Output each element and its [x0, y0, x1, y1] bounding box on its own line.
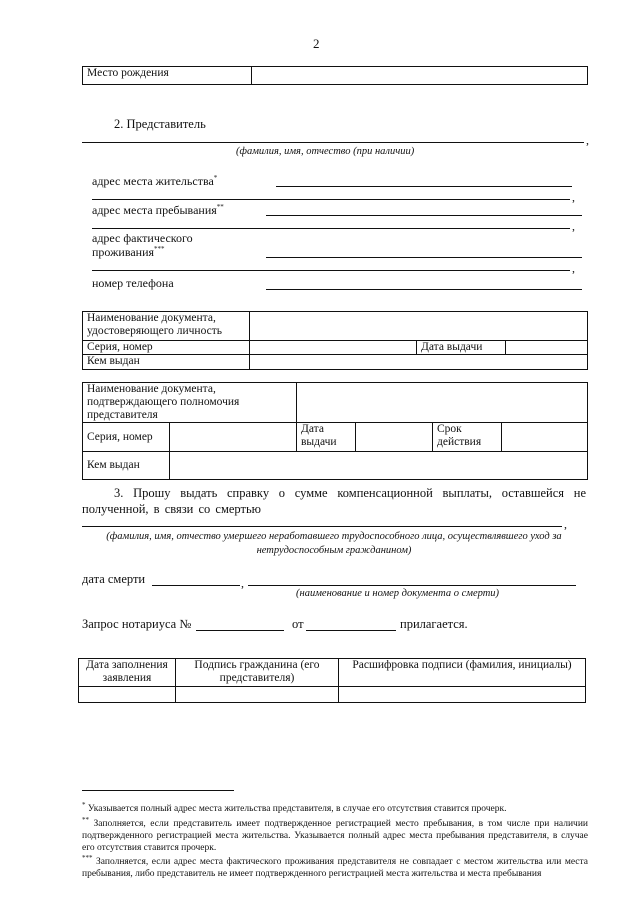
footnote-2-text: Заполняется, если представитель имеет подтвержденное регистрацией место пребывания, в том числе при наличии подтвержденного регистрацией места жительства. Указывается полный адрес места пребывания представителя, в случае его отсутствия ставится прочерк.	[82, 819, 588, 854]
fio-note: (фамилия, имя, отчество (при наличии)	[236, 146, 415, 157]
section-3-text: 3. Прошу выдать справку о сумме компенсационной выплаты, оставшейся не полученной, в связи со смертью	[82, 486, 586, 516]
fact-label-1: адрес фактического	[92, 231, 193, 245]
stay-label-text: адрес места пребывания	[92, 203, 217, 217]
signature-value[interactable]	[176, 687, 339, 703]
phone-line[interactable]	[266, 289, 582, 290]
signature-table	[78, 658, 586, 703]
section-2-title: 2. Представитель	[114, 117, 206, 131]
footnote-ref-1: *	[213, 174, 218, 182]
id-doc-name-value[interactable]	[250, 312, 588, 341]
death-doc-line[interactable]	[248, 585, 576, 586]
deceased-note: (фамилия, имя, отчество умершего неработавшего трудоспособного лица, осуществлявшего уход за нетрудоспособным гражданином)	[106, 531, 562, 556]
footnote-1-text: Указывается полный адрес места жительства представителя, в случае его отсутствия ставится прочерк.	[87, 804, 507, 815]
auth-series-value[interactable]	[170, 423, 297, 452]
comma: ,	[572, 219, 575, 233]
notary-label: Запрос нотариуса №	[82, 617, 192, 631]
auth-date-value[interactable]	[356, 423, 433, 452]
residence-label-text: адрес места жительства	[92, 174, 214, 188]
attached-text: прилагается.	[400, 617, 468, 631]
footnote-separator	[82, 790, 234, 791]
signature-decoding-header: Расшифровка подписи (фамилия, инициалы)	[339, 659, 586, 687]
auth-doc-name-value[interactable]	[297, 383, 588, 423]
footnote-ref-2: **	[216, 203, 224, 211]
footnote-2-mark: **	[82, 816, 89, 824]
footnote-3-text: Заполняется, если адрес места фактического проживания представителя не совпадает с местом жительства или места пребывания, либо представитель не имеет подтвержденного регистрацией места жительства и места пребывания	[82, 857, 588, 880]
footnote-3-mark: ***	[82, 854, 93, 862]
auth-issued-by-label: Кем выдан	[83, 452, 170, 480]
representative-name-line[interactable]	[82, 142, 584, 143]
auth-doc-name-label: Наименование документа, подтверждающего полномочия представителя	[83, 383, 297, 423]
stay-line[interactable]	[266, 215, 582, 216]
auth-series-label: Серия, номер	[83, 423, 170, 452]
comma: ,	[572, 261, 575, 275]
fact-line-2[interactable]	[92, 270, 570, 271]
birthplace-table	[82, 66, 588, 85]
stay-label	[92, 203, 224, 218]
auth-term-label: Срок действия	[433, 423, 502, 452]
death-date-line[interactable]	[152, 585, 240, 586]
from-label: от	[292, 617, 304, 631]
stay-line-2[interactable]	[92, 228, 570, 229]
id-issue-date-value[interactable]	[506, 341, 588, 355]
fact-label-2	[92, 245, 165, 260]
fact-label-text: проживания	[92, 245, 155, 259]
footnote-3	[82, 852, 588, 880]
signature-decoding-value[interactable]	[339, 687, 586, 703]
comma: ,	[241, 576, 244, 590]
comma: ,	[564, 517, 567, 531]
notary-date-line[interactable]	[306, 630, 396, 631]
authority-document-table	[82, 382, 588, 480]
comma: ,	[572, 190, 575, 204]
footnote-1-mark: *	[82, 801, 86, 809]
auth-term-value[interactable]	[502, 423, 588, 452]
auth-date-label: Дата выдачи	[297, 423, 356, 452]
birthplace-label: Место рождения	[83, 67, 252, 85]
signature-header: Подпись гражданина (его представителя)	[176, 659, 339, 687]
residence-label	[92, 174, 217, 189]
phone-label: номер телефона	[92, 276, 174, 290]
id-issued-by-value[interactable]	[250, 355, 588, 370]
id-issue-date-label: Дата выдачи	[417, 341, 506, 355]
footnote-2	[82, 814, 588, 854]
auth-issued-by-value[interactable]	[170, 452, 588, 480]
comma: ,	[586, 133, 589, 147]
fill-date-header: Дата заполнения заявления	[79, 659, 176, 687]
deceased-name-line[interactable]	[82, 526, 562, 527]
footnote-1	[82, 799, 588, 815]
residence-line[interactable]	[276, 186, 572, 187]
notary-number-line[interactable]	[196, 630, 284, 631]
id-issued-by-label: Кем выдан	[83, 355, 250, 370]
fact-line[interactable]	[266, 257, 582, 258]
residence-line-2[interactable]	[92, 199, 570, 200]
death-date-label: дата смерти	[82, 572, 146, 586]
fill-date-value[interactable]	[79, 687, 176, 703]
identity-document-table	[82, 311, 588, 370]
id-doc-name-label: Наименование документа, удостоверяющего личность	[83, 312, 250, 341]
id-series-label: Серия, номер	[83, 341, 250, 355]
death-doc-note: (наименование и номер документа о смерти)	[296, 588, 500, 599]
birthplace-value[interactable]	[252, 67, 588, 85]
footnote-ref-3: ***	[154, 245, 165, 253]
id-series-value[interactable]	[250, 341, 417, 355]
page-number: 2	[313, 36, 320, 51]
